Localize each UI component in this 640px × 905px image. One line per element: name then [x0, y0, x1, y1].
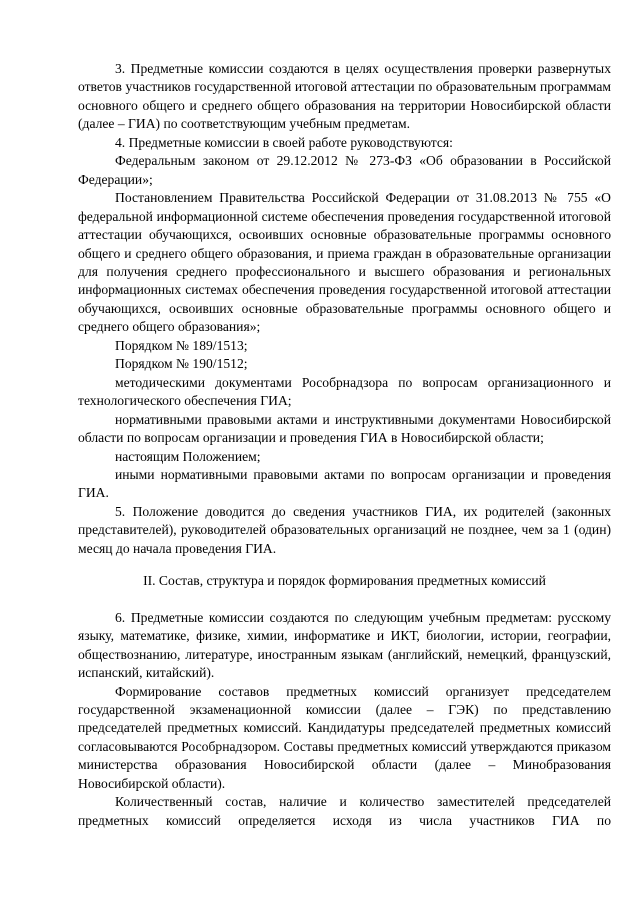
- paragraph-commission-size: Количественный состав, наличие и количество заместителей председателей предметных комиссий определяется исходя из числа участников ГИА по: [78, 794, 611, 828]
- paragraph-5-notification: 5. Положение доводится до сведения участников ГИА, их родителей (законных представителей), руководителей образовательных организаций не позднее, чем за 1 (один) месяц до начала проведения ГИА.: [78, 503, 611, 556]
- paragraph-6-subjects: 6. Предметные комиссии создаются по следующим учебным предметам: русскому языку, математике, физике, химии, информатике и ИКТ, биологии, истории, географии, обществознанию, литературе, иностранным языкам (английский, немецкий, французский, испанский, китайский).: [78, 609, 611, 681]
- list-item-this-regulation: настоящим Положением;: [115, 448, 261, 464]
- paragraph-4-guidance-intro: 4. Предметные комиссии в своей работе руководствуются:: [115, 134, 453, 150]
- list-item-methodical-documents: методическими документами Рособрнадзора по вопросам организационного и технологического обеспечения ГИА;: [78, 374, 611, 409]
- list-item-federal-law: Федеральным законом от 29.12.2012 № 273-ФЗ «Об образовании в Российской Федерации»;: [78, 153, 611, 187]
- list-item-other-acts: иными нормативными правовыми актами по вопросам организации и проведения ГИА.: [78, 466, 611, 501]
- spacer: [78, 558, 611, 572]
- document-body: [78, 60, 611, 830]
- list-item-order-190: Порядком № 190/1512;: [115, 356, 248, 372]
- section-heading-ii: II. Состав, структура и порядок формирования предметных комиссий: [143, 573, 546, 589]
- list-item-order-189: Порядком № 189/1513;: [115, 337, 248, 353]
- list-item-government-resolution: Постановлением Правительства Российской Федерации от 31.08.2013 № 755 «О федеральной информационной системе обеспечения проведения государственной итоговой аттестации обучающихся, освоивших основные образовательные программы основного общего и среднего общего образования, и приема граждан в образовательные организации для получения среднего профессионального и высшего образования и региональных информационных системах обеспечения проведения государственной итоговой аттестации обучающихся, освоивших основные образовательные программы основного общего и среднего общего образования»;: [78, 190, 611, 335]
- paragraph-commission-formation: Формирование составов предметных комиссий организует председателем государственной экзаменационной комиссии (далее – ГЭК) по представлению председателей предметных комиссий. Кандидатуры председателей предметных комиссий согласовываются Рособрнадзором. Составы предметных комиссий утверждаются приказом министерства образования Новосибирской области (далее – Минобразования Новосибирской области).: [78, 683, 611, 791]
- list-item-regional-acts: нормативными правовыми актами и инструктивными документами Новосибирской области по вопросам организации и проведения ГИА в Новосибирской области;: [78, 411, 611, 446]
- spacer: [78, 591, 611, 609]
- paragraph-3-purpose: 3. Предметные комиссии создаются в целях осуществления проверки развернутых ответов участников государственной итоговой аттестации по образовательным программам основного общего и среднего общего образования на территории Новосибирской области (далее – ГИА) по соответствующим учебным предметам.: [78, 61, 611, 132]
